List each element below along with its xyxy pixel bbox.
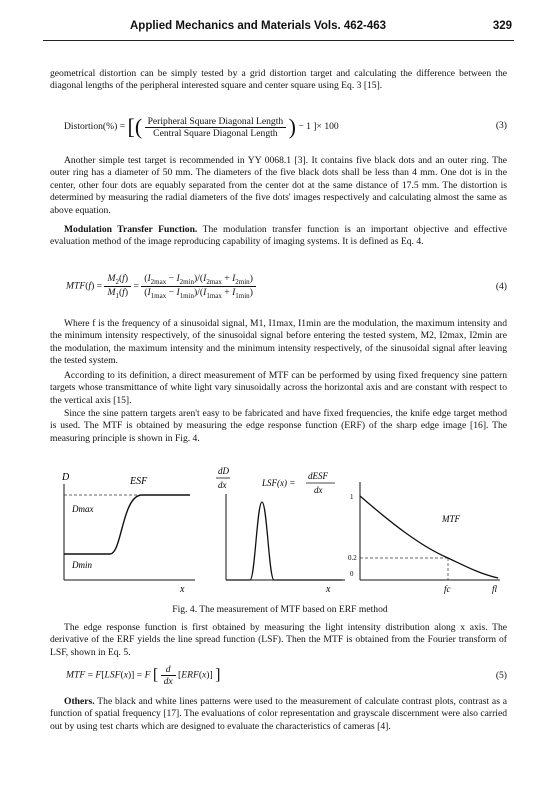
paragraph-body: The black and white lines patterns were used to the measurement of calculate contrast plots, contrast as a function of spatial frequency [17]. The evaluations of color representation and grayscale discernment were also carried out by using test charts which are designed to evaluate the characteristics of cameras [4]. [50, 696, 507, 732]
paragraph-text: According to its definition, a direct measurement of MTF can be performed by using fixed frequency sine pattern targets whose transmittance of white light vary sinusoidally across the horizontal axis and are constant with respect to the vertical axis [15]. [50, 370, 507, 406]
esf-dmin-label: Dmin [72, 560, 92, 570]
section-heading: Modulation Transfer Function. [64, 224, 198, 235]
paragraph-3 [50, 224, 507, 249]
esf-dmax-label: Dmax [72, 504, 94, 514]
mtf-tick-02: 0.2 [348, 554, 357, 562]
paragraph-text: Since the sine pattern targets aren't easy to be fabricated and have fixed frequencies, the knife edge target method is used. The MTF is obtained by measuring the edge response function (ERF) of the sharp edge image [16]. The measuring principle is shown in Fig. 4. [50, 408, 507, 444]
journal-title: Applied Mechanics and Materials Vols. 462-463 [130, 20, 387, 32]
panel-mtf [348, 482, 500, 594]
paragraph-text [50, 224, 507, 249]
equation-5: MTF = F[LSF(x)] = F [ $\frac{d}{dx}$ [ERF(x)] ] (5) [66, 664, 507, 687]
eq3-fraction [145, 116, 287, 139]
figure-caption: Fig. 4. The measurement of MTF based on ERF method [172, 604, 388, 615]
paragraph-8 [50, 696, 507, 733]
paragraph-5 [50, 370, 507, 407]
figure-4 [50, 462, 510, 600]
lsf-eq-num: dESF [308, 471, 328, 481]
paragraph-text: The edge response function is first obtained by measuring the light intensity distribution along x axis. The derivative of the ERF yields the line spread function (LSF). Then the MTF is obtained from the Fourier transform of LSF, shown in Eq. 5. [50, 622, 507, 658]
paragraph-6 [50, 408, 507, 445]
equation-3: Distortion(%) = [( $\frac{\text{Peripheral Square Diagonal Length}}{\text{Central Square Diagonal Length}}$ ) − 1 ]× 100 (3) [64, 114, 507, 139]
mtf-curve [360, 496, 498, 578]
paragraph-text: geometrical distortion can be simply tested by a grid distortion target and calculating the difference between the diagonal lengths of the peripheral interested square and center square using Eq. 3 [15]. [50, 68, 507, 92]
mtf-tick-0: 0 [350, 570, 354, 578]
esf-curve-label: ESF [130, 476, 148, 487]
eq5-number: (5) [495, 670, 507, 681]
mtf-fl-label: fl [492, 584, 498, 594]
lsf-curve [226, 502, 342, 580]
paragraph-text: Where f is the frequency of a sinusoidal signal, M1, I1max, I1min are the modulation, the maximum intensity and the minimum intensity respectively, of the sinusoidal signal before entering the tested system, M2, I2max, I2min are the modulation, the maximum intensity and the minimum intensity respectively, of the sinusoidal signal after leaving the tested system. [50, 318, 507, 367]
esf-xlabel: x [180, 584, 185, 595]
eq3-denominator: Central Square Diagonal Length [153, 127, 278, 139]
eq4-number: (4) [495, 281, 507, 292]
eq3-lhs: Distortion(%) = [64, 121, 126, 133]
paragraph-1 [50, 68, 507, 93]
mtf-fc-label: fc [444, 584, 451, 594]
lsf-eq-lhs: LSF(x) = [262, 478, 296, 488]
mtf-curve-label: MTF [442, 514, 460, 524]
lsf-ylabel-den: dx [218, 480, 227, 490]
eq3-number: (3) [495, 120, 507, 131]
page-number: 329 [492, 20, 512, 32]
panel-lsf [216, 466, 345, 595]
paragraph-body: The modulation transfer function is an important objective and effective evaluation method of the image reproducing capability of imaging systems. It is defined as Eq. 4. [50, 224, 508, 248]
panel-esf [61, 472, 195, 595]
eq3-numerator: Peripheral Square Diagonal Length [145, 116, 287, 128]
lsf-xlabel: x [326, 584, 331, 595]
header-rule [43, 40, 514, 41]
section-heading: Others. [64, 696, 95, 707]
paragraph-4 [50, 318, 507, 368]
lsf-eq-den: dx [314, 485, 323, 495]
paragraph-text [50, 696, 507, 733]
paragraph-text: Another simple test target is recommended in YY 0068.1 [3]. It contains five black dots and an outer ring. The outer ring has a diameter of 50 mm. The diameters of the five black dots shall be less than 4 mm. One dot is in the center, other four dots are equably separated from the center dot at the same distance of 17.5 mm. The distortion is determined by measuring the radial diameters of the five dots' images respectively and calculating almost the same as above equation. [50, 155, 507, 216]
equation-4: MTF(f) = $\frac{M_2(f)}{M_1(f)}$ = $\frac{(I_{2max} - I_{2min})/(I_{2max} + I_{2min})}{(I_{1max} - I_{1min})/(I_{1max} + I_{1min})}$ (4) [66, 273, 507, 300]
paragraph-7 [50, 622, 507, 659]
lsf-ylabel-num: dD [218, 466, 229, 476]
mtf-tick-1: 1 [350, 493, 354, 501]
eq3-tail: − 1 ]× 100 [298, 121, 339, 133]
running-header [0, 16, 560, 38]
esf-ylabel: D [62, 472, 70, 483]
paragraph-2 [50, 155, 507, 217]
